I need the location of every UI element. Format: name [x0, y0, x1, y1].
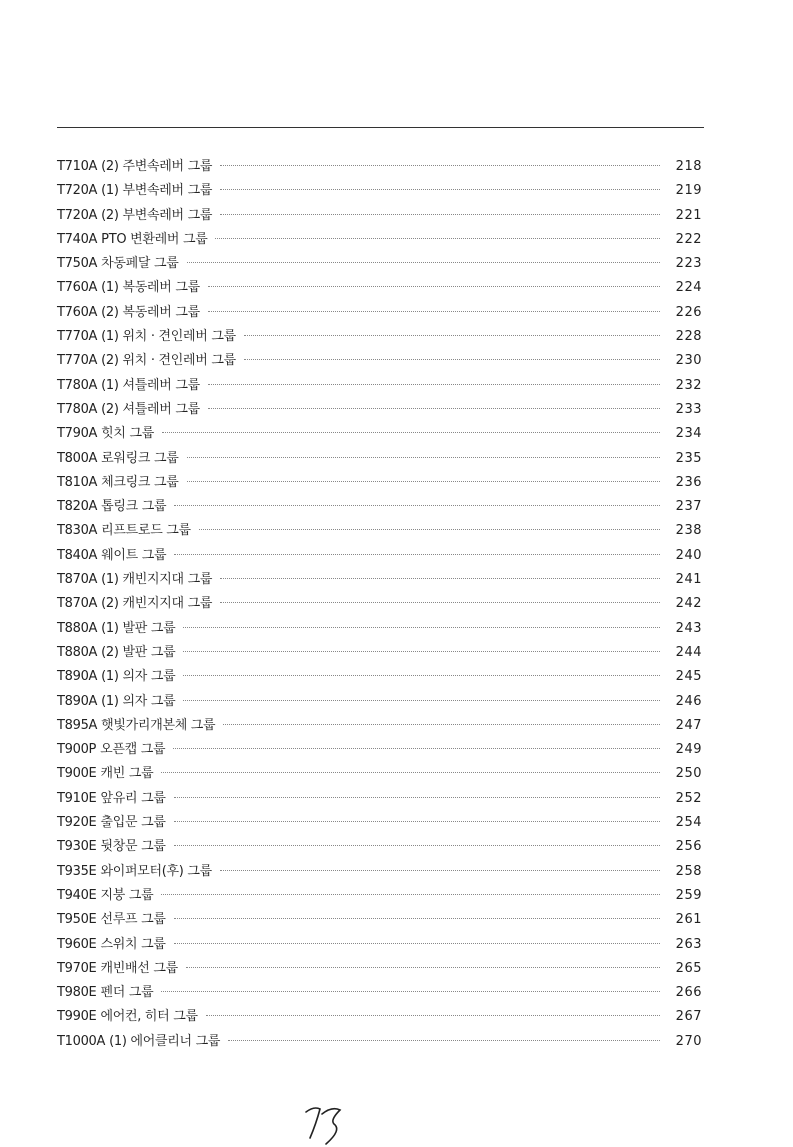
toc-entry [57, 1005, 702, 1029]
dot-leader [223, 723, 660, 725]
dot-leader [220, 869, 660, 871]
dot-leader [228, 1039, 660, 1041]
toc-entry-page: 254 [675, 815, 702, 831]
toc-entry-page: 232 [675, 377, 702, 393]
toc-entry-title: (2) 셔틀레버 그룹 [101, 401, 200, 417]
dot-leader [244, 358, 660, 360]
toc-entry-code: T960E [57, 936, 97, 952]
dot-leader [220, 601, 660, 603]
toc-entry-code: T740A [57, 231, 98, 247]
toc-entry-code: T830A [57, 523, 98, 539]
toc-entry-title: (1) 셔틀레버 그룹 [101, 377, 200, 393]
toc-entry-page: 234 [675, 426, 702, 442]
toc-entry [57, 398, 702, 422]
dot-leader [187, 456, 660, 458]
toc-entry-page: 230 [675, 353, 702, 369]
dot-leader [199, 528, 660, 530]
toc-entry-code: T870A [57, 572, 98, 588]
dot-leader [183, 626, 660, 628]
dot-leader [183, 650, 660, 652]
toc-entry-code: T760A [57, 280, 98, 296]
toc-entry-page: 224 [675, 280, 702, 296]
dot-leader [174, 917, 660, 919]
dot-leader [208, 407, 660, 409]
toc-entry-code: T935E [57, 863, 97, 879]
toc-entry [57, 762, 702, 786]
toc-entry-title: 선루프 그룹 [100, 912, 166, 928]
toc-entry-title: 뒷창문 그룹 [100, 839, 166, 855]
toc-entry-title: (2) 캐빈지지대 그룹 [101, 596, 213, 612]
dot-leader [161, 990, 660, 992]
toc-entry-page: 228 [675, 329, 702, 345]
toc-entry-page: 223 [675, 256, 702, 272]
toc-entry-code: T920E [57, 815, 97, 831]
toc-entry-title: 로워링크 그룹 [101, 450, 179, 466]
toc-entry [57, 933, 702, 957]
dot-leader [174, 844, 660, 846]
toc-entry-page: 266 [675, 985, 702, 1001]
dot-leader [220, 164, 660, 166]
toc-entry-title: 햇빛가리개본체 그룹 [101, 717, 216, 733]
toc-entry-page: 267 [675, 1009, 702, 1025]
toc-entry [57, 422, 702, 446]
toc-entry-title: (2) 발판 그룹 [101, 644, 176, 660]
dot-leader [220, 188, 660, 190]
toc-entry [57, 957, 702, 981]
toc-entry-code: T990E [57, 1009, 97, 1025]
toc-entry-page: 233 [675, 401, 702, 417]
toc-entry-code: T970E [57, 960, 97, 976]
dot-leader [162, 431, 660, 433]
toc-entry [57, 349, 702, 373]
toc-entry [57, 981, 702, 1005]
toc-entry [57, 811, 702, 835]
toc-entry-title: 리프트로드 그룹 [101, 523, 191, 539]
toc-entry-title: 오픈캡 그룹 [100, 742, 166, 758]
toc-entry-page: 240 [675, 547, 702, 563]
toc-entry-code: T890A [57, 669, 98, 685]
toc-entry [57, 495, 702, 519]
toc-entry-code: T800A [57, 450, 98, 466]
toc-entry [57, 447, 702, 471]
toc-entry [57, 860, 702, 884]
toc-entry [57, 738, 702, 762]
toc-entry-code: T980E [57, 985, 97, 1001]
toc-entry-code: T840A [57, 547, 98, 563]
toc-entry-code: T940E [57, 887, 97, 903]
dot-leader [161, 893, 660, 895]
toc-entry-page: 249 [675, 742, 702, 758]
toc-entry-title: 웨이트 그룹 [101, 547, 167, 563]
dot-leader [173, 747, 660, 749]
dot-leader [174, 820, 660, 822]
toc-entry-code: T820A [57, 499, 98, 515]
toc-entry-code: T900P [57, 742, 97, 758]
toc-entry [57, 568, 702, 592]
toc-entry-title: (1) 캐빈지지대 그룹 [101, 572, 213, 588]
dot-leader [187, 261, 660, 263]
toc-entry [57, 617, 702, 641]
toc-entry [57, 519, 702, 543]
toc-entry-title: 에어컨, 히터 그룹 [100, 1009, 198, 1025]
toc-entry-page: 226 [675, 304, 702, 320]
dot-leader [187, 480, 660, 482]
toc-entry-code: T910E [57, 790, 97, 806]
dot-leader [206, 1014, 660, 1016]
toc-entry-code: T880A [57, 620, 98, 636]
toc-entry-code: T790A [57, 426, 98, 442]
toc-entry-title: (1) 의자 그룹 [101, 669, 176, 685]
toc-entry [57, 228, 702, 252]
toc-entry [57, 301, 702, 325]
toc-entry-code: T1000A [57, 1033, 106, 1049]
toc-entry-page: 244 [675, 644, 702, 660]
toc-entry-page: 270 [675, 1033, 702, 1049]
toc-entry-page: 246 [675, 693, 702, 709]
toc-entry-page: 243 [675, 620, 702, 636]
toc-entry [57, 592, 702, 616]
dot-leader [161, 771, 660, 773]
dot-leader [174, 942, 660, 944]
toc-entry-title: 체크링크 그룹 [101, 474, 179, 490]
dot-leader [174, 796, 660, 798]
toc-entry-page: 218 [675, 159, 702, 174]
toc-entry [57, 690, 702, 714]
toc-entry-page: 242 [675, 596, 702, 612]
toc-entry [57, 544, 702, 568]
toc-entry [57, 908, 702, 932]
toc-entry [57, 276, 702, 300]
dot-leader [174, 504, 660, 506]
handwritten-mark [300, 1100, 360, 1147]
dot-leader [174, 553, 660, 555]
toc-entry [57, 665, 702, 689]
toc-entry-title: (1) 의자 그룹 [101, 693, 176, 709]
toc-entry-title: (2) 복동레버 그룹 [101, 304, 200, 320]
toc-entry-title: (2) 위치 · 견인레버 그룹 [101, 353, 236, 369]
toc-entry-title: PTO 변환레버 그룹 [101, 231, 208, 247]
toc-entry-page: 221 [675, 207, 702, 223]
dot-leader [208, 310, 660, 312]
toc-entry-code: T720A [57, 207, 98, 223]
toc-entry [57, 835, 702, 859]
toc-entry-page: 236 [675, 474, 702, 490]
toc-entry-code: T900E [57, 766, 97, 782]
dot-leader [244, 334, 660, 336]
toc-entry-code: T930E [57, 839, 97, 855]
toc-entry-code: T750A [57, 256, 98, 272]
dot-leader [208, 383, 660, 385]
toc-entry-title: 앞유리 그룹 [100, 790, 166, 806]
toc-entry [57, 204, 702, 228]
toc-entry-page: 259 [675, 887, 702, 903]
toc-entry-page: 238 [675, 523, 702, 539]
toc-entry-code: T880A [57, 644, 98, 660]
toc-entry-code: T780A [57, 377, 98, 393]
toc-entry [57, 884, 702, 908]
toc-entry [57, 374, 702, 398]
toc-entry-title: (1) 발판 그룹 [101, 620, 176, 636]
toc-entry-title: 스위치 그룹 [100, 936, 166, 952]
toc-entry-title: (1) 부변속레버 그룹 [101, 183, 213, 199]
toc-entry [57, 471, 702, 495]
dot-leader [186, 966, 660, 968]
toc-entry-code: T720A [57, 183, 98, 199]
toc-entry-page: 235 [675, 450, 702, 466]
toc-entry [57, 179, 702, 203]
toc-entry-code: T810A [57, 474, 98, 490]
toc-entry [57, 252, 702, 276]
toc-entry-page: 222 [675, 231, 702, 247]
toc-entry-page: 245 [675, 669, 702, 685]
toc-entry [57, 155, 702, 179]
dot-leader [220, 577, 660, 579]
toc-entry-code: T770A [57, 329, 98, 345]
toc-entry-title: 힛치 그룹 [101, 426, 155, 442]
toc-entry-title: 지붕 그룹 [100, 887, 154, 903]
toc-entry-code: T890A [57, 693, 98, 709]
toc-entry-title: (2) 부변속레버 그룹 [101, 207, 213, 223]
toc-entry-code: T710A [57, 159, 98, 174]
toc-entry-title: 펜더 그룹 [100, 985, 154, 1001]
toc-entry-title: (2) 주변속레버 그룹 [101, 159, 213, 174]
toc-entry [57, 1030, 702, 1054]
toc-entry-page: 263 [675, 936, 702, 952]
toc-entry-page: 256 [675, 839, 702, 855]
toc-entry-title: (1) 에어클리너 그룹 [109, 1033, 221, 1049]
toc-entry [57, 325, 702, 349]
dot-leader [183, 674, 660, 676]
table-of-contents [57, 155, 702, 1054]
header-rule [57, 127, 704, 128]
dot-leader [215, 237, 660, 239]
toc-entry-page: 237 [675, 499, 702, 515]
toc-entry-code: T870A [57, 596, 98, 612]
toc-entry-title: (1) 위치 · 견인레버 그룹 [101, 329, 236, 345]
toc-entry-code: T780A [57, 401, 98, 417]
toc-entry-page: 219 [675, 183, 702, 199]
toc-entry-page: 252 [675, 790, 702, 806]
toc-entry-page: 250 [675, 766, 702, 782]
toc-entry [57, 787, 702, 811]
toc-entry-title: 캐빈 그룹 [100, 766, 154, 782]
toc-entry-title: (1) 복동레버 그룹 [101, 280, 200, 296]
toc-entry [57, 641, 702, 665]
toc-entry [57, 714, 702, 738]
dot-leader [220, 213, 660, 215]
toc-entry-code: T770A [57, 353, 98, 369]
toc-entry-page: 247 [675, 717, 702, 733]
toc-entry-page: 241 [675, 572, 702, 588]
toc-entry-title: 출입문 그룹 [100, 815, 166, 831]
toc-entry-code: T950E [57, 912, 97, 928]
toc-entry-page: 261 [675, 912, 702, 928]
toc-entry-title: 와이퍼모터(후) 그룹 [100, 863, 212, 879]
toc-entry-title: 차동페달 그룹 [101, 256, 179, 272]
toc-entry-code: T760A [57, 304, 98, 320]
toc-entry-title: 캐빈배선 그룹 [100, 960, 178, 976]
toc-entry-page: 265 [675, 960, 702, 976]
toc-entry-code: T895A [57, 717, 98, 733]
toc-entry-title: 톱링크 그룹 [101, 499, 167, 515]
toc-entry-page: 258 [675, 863, 702, 879]
dot-leader [183, 699, 660, 701]
dot-leader [208, 285, 660, 287]
